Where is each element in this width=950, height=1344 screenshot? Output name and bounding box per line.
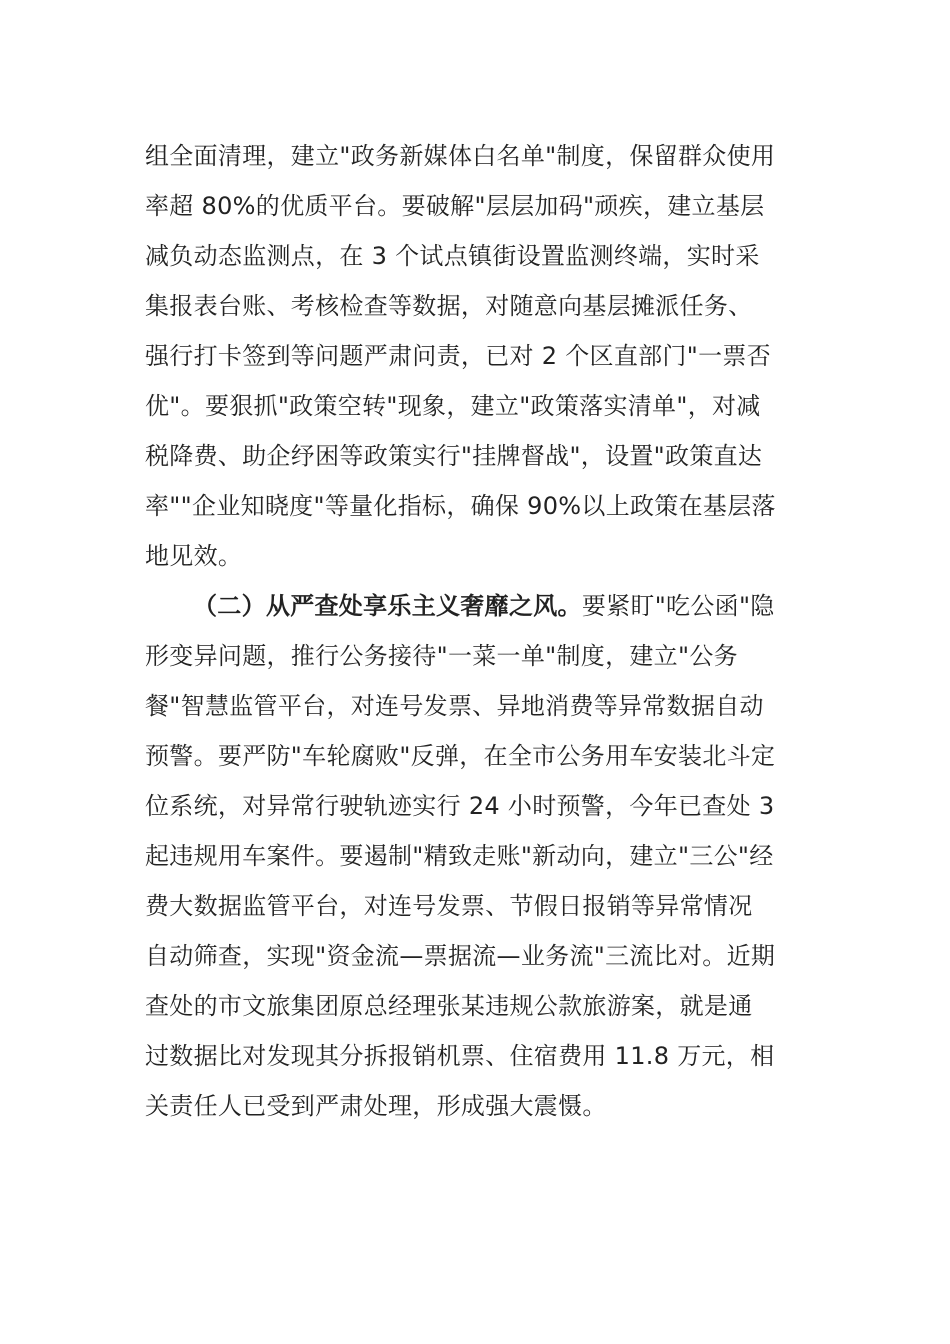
paragraph-line: 起违规用车案件。要遏制"精致走账"新动向，建立"三公"经 — [145, 842, 774, 870]
paragraph-first-line — [145, 581, 810, 631]
paragraph-line: 形变异问题，推行公务接待"一菜一单"制度，建立"公务 — [145, 642, 738, 670]
paragraph-line: 预警。要严防"车轮腐败"反弹，在全市公务用车安装北斗定 — [145, 742, 776, 770]
paragraph-line: 率超 80%的优质平台。要破解"层层加码"顽疾，建立基层 — [145, 192, 765, 220]
paragraph-line-rest: 要紧盯"吃公函"隐 — [581, 592, 775, 620]
paragraph-line: 查处的市文旅集团原总经理张某违规公款旅游案，就是通 — [145, 992, 753, 1020]
document-body — [145, 131, 810, 1131]
paragraph-line: 减负动态监测点，在 3 个试点镇街设置监测终端，实时采 — [145, 242, 760, 270]
paragraph-line: 地见效。 — [145, 542, 243, 570]
paragraph-line: 自动筛查，实现"资金流—票据流—业务流"三流比对。近期 — [145, 942, 776, 970]
paragraph-line: 位系统，对异常行驶轨迹实行 24 小时预警，今年已查处 3 — [145, 792, 775, 820]
paragraph-line: 税降费、助企纾困等政策实行"挂牌督战"，设置"政策直达 — [145, 442, 763, 470]
paragraph-line: 关责任人已受到严肃处理，形成强大震慑。 — [145, 1092, 607, 1120]
paragraph-line: 强行打卡签到等问题严肃问责，已对 2 个区直部门"一票否 — [145, 342, 771, 370]
paragraph-line: 优"。要狠抓"政策空转"现象，建立"政策落实清单"，对减 — [145, 392, 761, 420]
paragraph-line: 率""企业知晓度"等量化指标，确保 90%以上政策在基层落 — [145, 492, 776, 520]
section-heading: （二）从严查处享乐主义奢靡之风。 — [193, 592, 582, 620]
paragraph-2 — [145, 581, 810, 1131]
paragraph-1 — [145, 131, 810, 581]
paragraph-line: 过数据比对发现其分拆报销机票、住宿费用 11.8 万元，相 — [145, 1042, 775, 1070]
paragraph-line: 费大数据监管平台，对连号发票、节假日报销等异常情况 — [145, 892, 753, 920]
paragraph-line: 餐"智慧监管平台，对连号发票、异地消费等异常数据自动 — [145, 692, 764, 720]
paragraph-line: 组全面清理，建立"政务新媒体白名单"制度，保留群众使用 — [145, 142, 776, 170]
paragraph-line: 集报表台账、考核检查等数据，对随意向基层摊派任务、 — [145, 292, 753, 320]
